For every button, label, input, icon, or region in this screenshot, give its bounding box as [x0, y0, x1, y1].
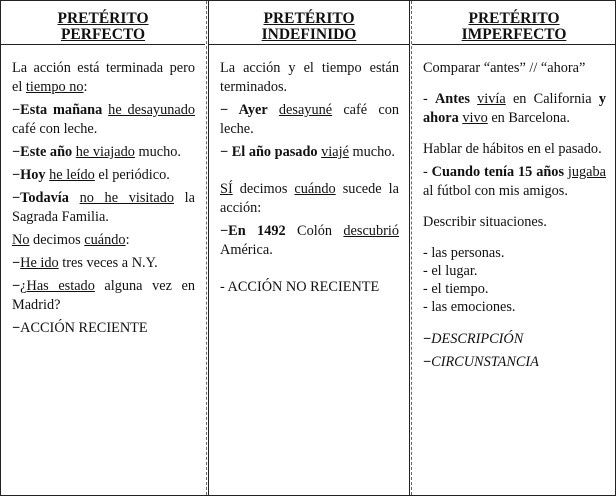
column-preterito-indefinido [208, 1, 410, 495]
example: −Este año he viajado mucho. [12, 144, 181, 160]
list-item: - el tiempo. [423, 281, 489, 297]
column-preterito-imperfecto [412, 1, 616, 495]
column-divider [206, 1, 207, 495]
title-line: PRETÉRITO [468, 10, 560, 27]
example: - Cuando tenía 15 años jugaba al fútbol con mis amigos. [423, 164, 606, 199]
example: −He ido tres veces a N.Y. [12, 255, 158, 271]
title-line: IMPERFECTO [461, 26, 567, 43]
summary: −ACCIÓN RECIENTE [12, 320, 148, 336]
title-line: PERFECTO [60, 26, 146, 43]
column-preterito-perfecto [1, 1, 205, 495]
summary: - ACCIÓN NO RECIENTE [220, 279, 380, 295]
column-title [1, 1, 205, 45]
intro-text: La acción está terminada pero el tiempo no: [12, 60, 195, 95]
summary: −CIRCUNSTANCIA [423, 354, 539, 370]
intro-text: La acción y el tiempo están terminados. [220, 60, 399, 95]
describe-text: Describir situaciones. [423, 214, 547, 230]
note: SÍ decimos cuándo sucede la acción: [220, 181, 399, 216]
title-line: PRETÉRITO [57, 10, 149, 27]
title-line: INDEFINIDO [261, 26, 357, 43]
habits-text: Hablar de hábitos en el pasado. [423, 141, 602, 157]
column-title [209, 1, 409, 45]
note: No decimos cuándo: [12, 232, 130, 248]
intro-text: Comparar “antes” // “ahora” [423, 60, 586, 76]
example: −Hoy he leído el periódico. [12, 167, 170, 183]
example: − El año pasado viajé mucho. [220, 144, 395, 160]
example: −Esta mañana he desayunado café con leche. [12, 102, 196, 137]
list-item: - las personas. [423, 245, 505, 261]
example: − Ayer desayuné café con leche. [220, 102, 399, 137]
list-item: - el lugar. [423, 263, 478, 279]
title-line: PRETÉRITO [263, 10, 355, 27]
example: −Todavía no he visitado la Sagrada Familia. [12, 190, 195, 225]
example: −En 1492 Colón descubrió América. [220, 223, 399, 258]
summary: −DESCRIPCIÓN [423, 331, 524, 347]
column-title [412, 1, 616, 45]
list-item: - las emociones. [423, 299, 516, 315]
example: - Antes vivía en California y ahora vivo en Barcelona. [423, 91, 606, 126]
example: −¿Has estado alguna vez en Madrid? [12, 278, 195, 313]
situations-list [423, 244, 606, 316]
